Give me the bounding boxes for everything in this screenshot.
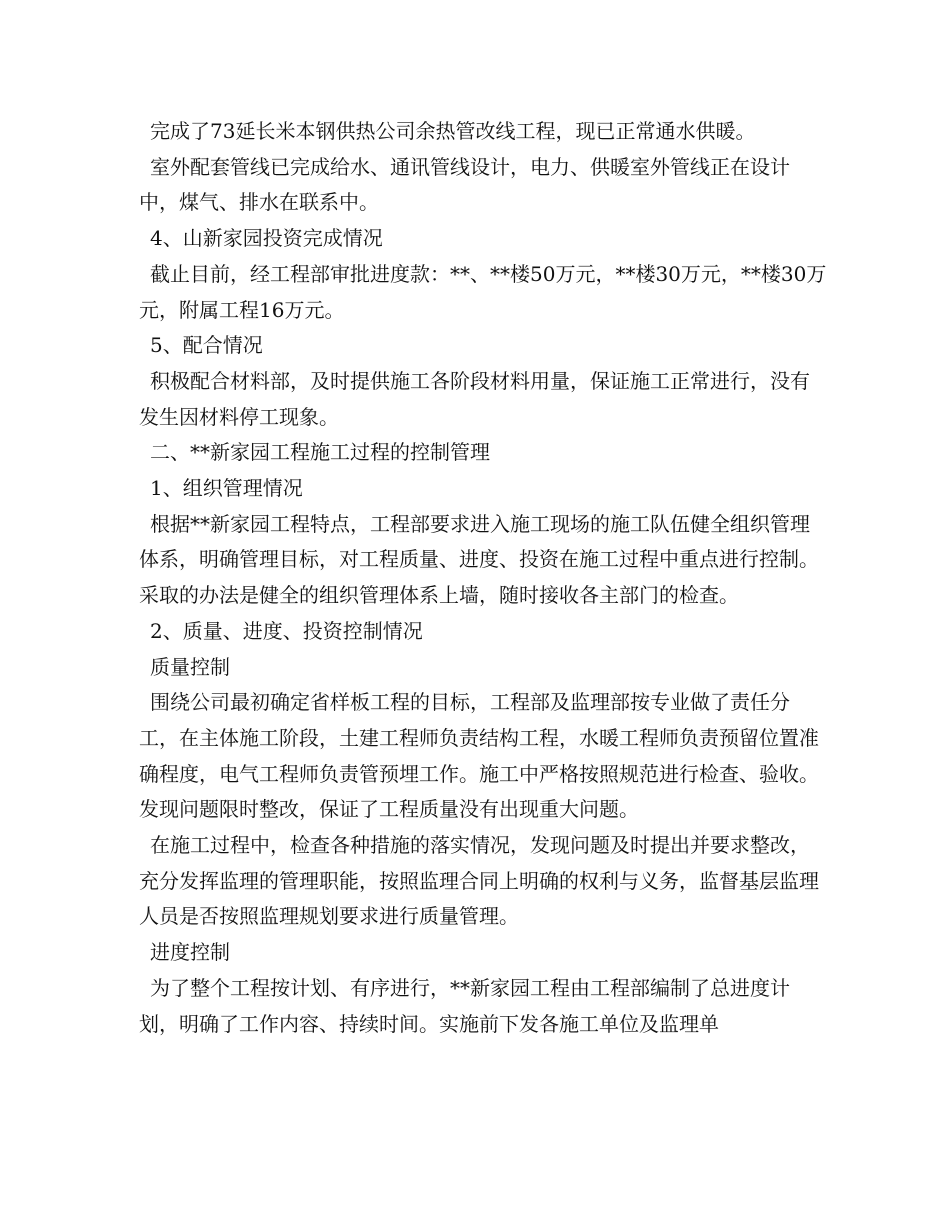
heading-organization-management: 1、组织管理情况 bbox=[150, 476, 303, 501]
paragraph-material-coordination: 积极配合材料部，及时提供施工各阶段材料用量，保证施工正常进行，没有发生因材料停工现象。 bbox=[139, 368, 810, 429]
paragraph-completed-pipe-rerouting: 完成了73延长米本钢供热公司余热管改线工程，现已正常通水供暖。 bbox=[150, 119, 756, 143]
paragraph-progress-payment: 截止目前，经工程部审批进度款：**、**楼50万元，**楼30万元，**楼30万元，附属工程16万元。 bbox=[139, 261, 827, 322]
paragraph-organization-system: 根据**新家园工程特点，工程部要求进入施工现场的施工队伍健全组织管理体系，明确管理目标，对工程质量、进度、投资在施工过程中重点进行控制。采取的办法是健全的组织管理体系上墙，随时接收各主部门的检查。 bbox=[139, 511, 819, 608]
heading-coordination: 5、配合情况 bbox=[150, 333, 263, 358]
paragraph-supervision-duties: 在施工过程中，检查各种措施的落实情况，发现问题及时提出并要求整改，充分发挥监理的管理职能，按照监理合同上明确的权利与义务，监督基层监理人员是否按照监理规划要求进行质量管理。 bbox=[139, 833, 819, 929]
heading-progress-control: 进度控制 bbox=[150, 940, 230, 965]
paragraph-schedule-plan: 为了整个工程按计划、有序进行，**新家园工程由工程部编制了总进度计划，明确了工作内容、持续时间。实施前下发各施工单位及监理单 bbox=[139, 975, 790, 1036]
heading-investment-completion: 4、山新家园投资完成情况 bbox=[150, 226, 383, 251]
heading-quality-control: 质量控制 bbox=[150, 654, 230, 679]
heading-construction-control: 二、**新家园工程施工过程的控制管理 bbox=[150, 440, 490, 465]
heading-quality-progress-investment: 2、质量、进度、投资控制情况 bbox=[150, 618, 423, 643]
paragraph-outdoor-pipelines: 室外配套管线已完成给水、通讯管线设计，电力、供暖室外管线正在设计中，煤气、排水在联系中。 bbox=[139, 154, 790, 215]
paragraph-quality-responsibility: 围绕公司最初确定省样板工程的目标，工程部及监理部按专业做了责任分工，在主体施工阶段，土建工程师负责结构工程，水暖工程师负责预留位置准确程度，电气工程师负责管预埋工作。施工中严格按照规范进行检查、验收。发现问题限时整改，保证了工程质量没有出现重大问题。 bbox=[139, 690, 819, 822]
document-body bbox=[139, 114, 829, 1042]
